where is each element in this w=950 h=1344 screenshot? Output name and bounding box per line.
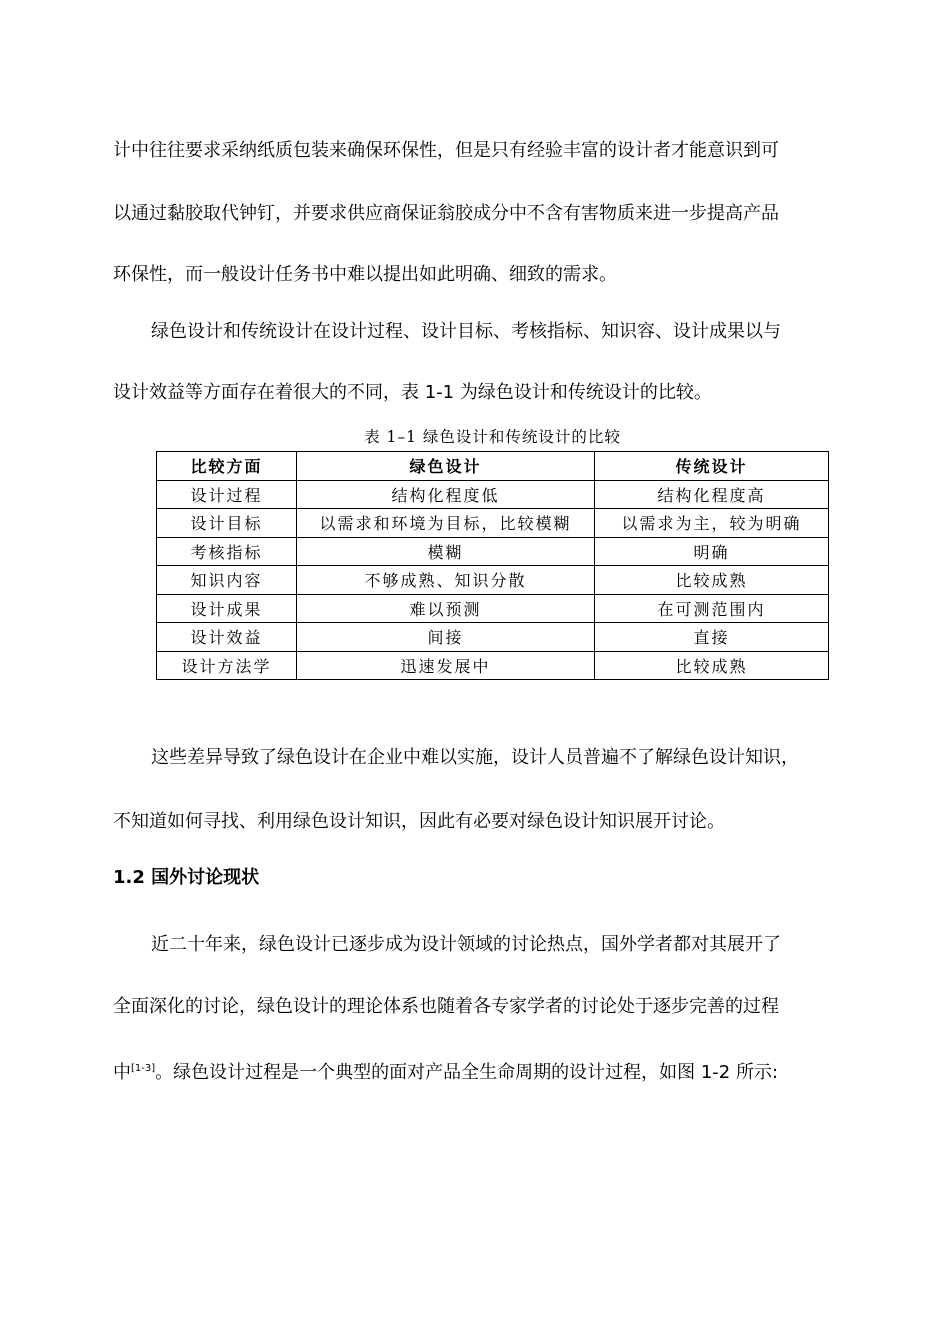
table-row <box>157 537 829 566</box>
table-cell: 设计效益 <box>157 623 297 652</box>
paragraph-line: 绿色设计和传统设计在设计过程、设计目标、考核指标、知识容、设计成果以与 <box>151 321 781 342</box>
paragraph-line <box>113 1057 843 1085</box>
paragraph-line: 计中往往要求采纳纸质包装来确保环保性，但是只有经验丰富的设计者才能意识到可 <box>113 140 779 161</box>
header-cell: 比较方面 <box>157 452 297 481</box>
text-run: 中 <box>113 1062 131 1083</box>
table-cell: 模糊 <box>297 537 595 566</box>
paragraph-line: 全面深化的讨论，绿色设计的理论体系也随着各专家学者的讨论处于逐步完善的过程 <box>113 996 779 1017</box>
paragraph-line: 近二十年来，绿色设计已逐步成为设计领域的讨论热点，国外学者都对其展开了 <box>151 934 781 955</box>
header-cell: 绿色设计 <box>297 452 595 481</box>
paragraph-line: 不知道如何寻找、利用绿色设计知识，因此有必要对绿色设计知识展开讨论。 <box>113 811 725 832</box>
table-cell: 考核指标 <box>157 537 297 566</box>
table-header-row <box>157 452 829 481</box>
table-cell: 设计方法学 <box>157 651 297 680</box>
table-cell: 设计目标 <box>157 509 297 538</box>
paragraph-line: 这些差异导致了绿色设计在企业中难以实施，设计人员普遍不了解绿色设计知识， <box>151 747 799 768</box>
table-caption: 表 1–1 绿色设计和传统设计的比较 <box>364 428 621 446</box>
paragraph-line: 以通过黏胶取代钟钉，并要求供应商保证翁胶成分中不含有害物质来进一步提高产品 <box>113 203 779 224</box>
table-row <box>157 594 829 623</box>
text-run: 。绿色设计过程是一个典型的面对产品全生命周期的设计过程，如图 1-2 所示: <box>155 1062 779 1083</box>
paragraph-line: 环保性，而一般设计任务书中难以提出如此明确、细致的需求。 <box>113 264 617 285</box>
table-cell: 结构化程度低 <box>297 480 595 509</box>
paragraph-line: 设计效益等方面存在着很大的不同，表 1-1 为绿色设计和传统设计的比较。 <box>113 382 712 403</box>
table-row <box>157 651 829 680</box>
header-cell: 传统设计 <box>595 452 829 481</box>
table-cell: 设计成果 <box>157 594 297 623</box>
table-cell: 明确 <box>595 537 829 566</box>
table-cell: 在可测范围内 <box>595 594 829 623</box>
table-cell: 知识内容 <box>157 566 297 595</box>
table-cell: 设计过程 <box>157 480 297 509</box>
table-cell: 以需求为主，较为明确 <box>595 509 829 538</box>
table-cell: 比较成熟 <box>595 566 829 595</box>
table-cell: 迅速发展中 <box>297 651 595 680</box>
table-cell: 结构化程度高 <box>595 480 829 509</box>
table-row <box>157 566 829 595</box>
comparison-table <box>156 451 829 680</box>
citation: [1-3] <box>131 1063 156 1074</box>
table-cell: 难以预测 <box>297 594 595 623</box>
table-cell: 直接 <box>595 623 829 652</box>
table-cell: 以需求和环境为目标，比较模糊 <box>297 509 595 538</box>
table-cell: 比较成熟 <box>595 651 829 680</box>
table-cell: 不够成熟、知识分散 <box>297 566 595 595</box>
table-cell: 间接 <box>297 623 595 652</box>
table-row <box>157 509 829 538</box>
section-heading: 1.2 国外讨论现状 <box>113 867 260 888</box>
table-row <box>157 623 829 652</box>
table-row <box>157 480 829 509</box>
